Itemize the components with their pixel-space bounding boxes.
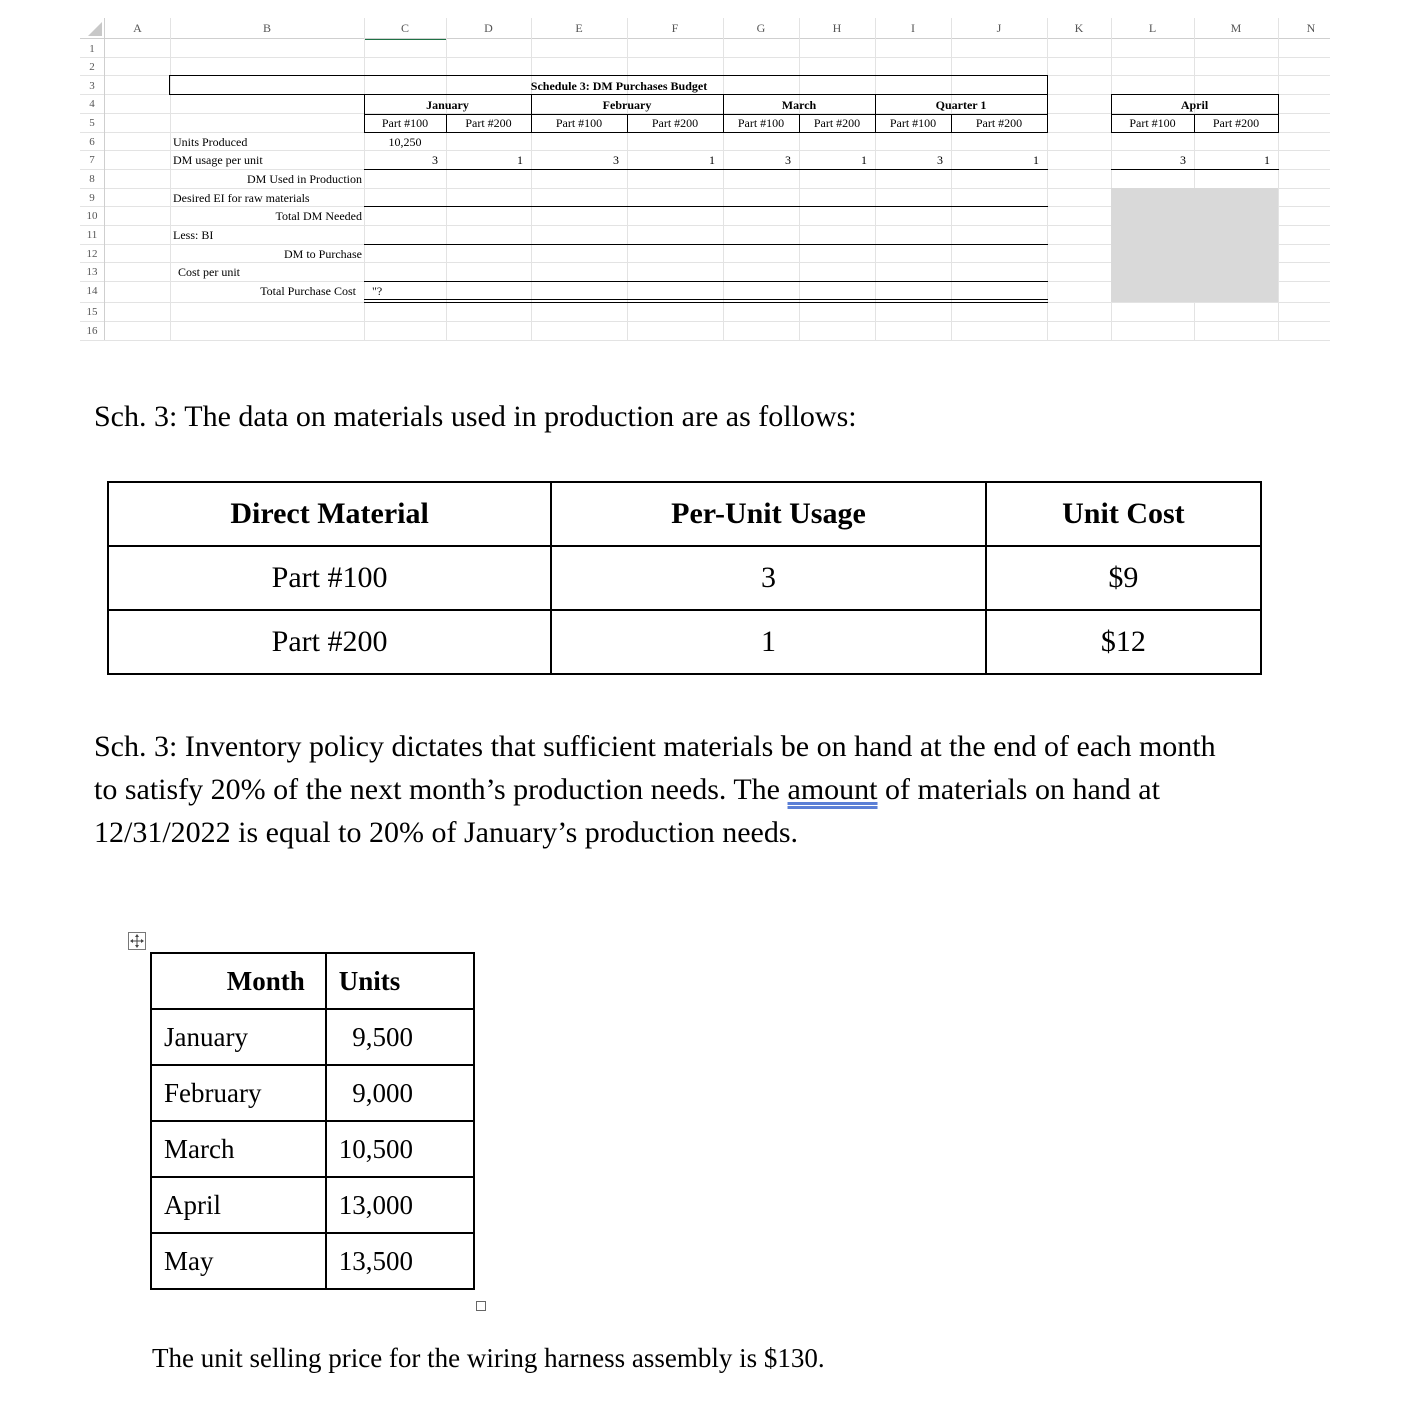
table-row	[151, 1121, 474, 1177]
label-units-produced: Units Produced	[173, 135, 248, 149]
table-row	[151, 1065, 474, 1121]
part-header: Part #100	[1129, 116, 1176, 130]
header-direct-material: Direct Material	[108, 482, 551, 546]
column-header-g[interactable]: G	[756, 21, 766, 35]
part-header: Part #200	[465, 116, 512, 130]
selling-price-note: The unit selling price for the wiring harness assembly is $130.	[152, 1343, 825, 1373]
usage-cell[interactable]: 3	[785, 153, 791, 167]
header-units: Units	[326, 953, 474, 1009]
row-header-9[interactable]: 9	[89, 192, 95, 204]
usage-cell[interactable]: 3	[432, 153, 438, 167]
month-cell: March	[151, 1121, 326, 1177]
header-unit-cost: Unit Cost	[986, 482, 1261, 546]
row-header-14[interactable]: 14	[86, 285, 98, 297]
row-header-2[interactable]: 2	[89, 61, 95, 73]
row-header-4[interactable]: 4	[89, 98, 95, 110]
label-desired-ei: Desired EI for raw materials	[173, 191, 310, 205]
material-cost: $12	[986, 610, 1261, 674]
row-header-15[interactable]: 15	[86, 306, 98, 318]
column-header-b[interactable]: B	[262, 21, 271, 35]
label-total-purchase-cost: Total Purchase Cost	[260, 284, 356, 298]
part-header: Part #200	[975, 116, 1023, 130]
column-header-j[interactable]: J	[996, 21, 1002, 35]
period-quarter1: Quarter 1	[935, 98, 987, 112]
header-month: Month	[151, 953, 326, 1009]
month-cell: January	[151, 1009, 326, 1065]
label-dm-usage: DM usage per unit	[173, 153, 263, 167]
budget-title: Schedule 3: DM Purchases Budget	[530, 79, 708, 93]
part-header: Part #100	[555, 116, 603, 130]
units-cell: 9,500	[326, 1009, 474, 1065]
column-header-k[interactable]: K	[1074, 21, 1084, 35]
table-row	[108, 546, 1261, 610]
material-usage: 3	[551, 546, 986, 610]
usage-cell[interactable]: 1	[1264, 153, 1270, 167]
column-header-d[interactable]: D	[484, 21, 493, 35]
select-all-corner[interactable]	[86, 20, 102, 36]
material-cost: $9	[986, 546, 1261, 610]
usage-cell[interactable]: 1	[709, 153, 715, 167]
row-header-16[interactable]: 16	[86, 325, 98, 337]
table-row	[151, 1233, 474, 1289]
column-header-l[interactable]: L	[1148, 21, 1157, 35]
table-move-handle-icon[interactable]	[128, 932, 146, 950]
table-row	[151, 1009, 474, 1065]
month-cell: February	[151, 1065, 326, 1121]
column-header-h[interactable]: H	[832, 21, 842, 35]
part-header: Part #100	[889, 116, 937, 130]
period-january: January	[426, 98, 469, 112]
row-header-13[interactable]: 13	[86, 266, 98, 278]
units-cell: 13,000	[326, 1177, 474, 1233]
row-header-3[interactable]: 3	[89, 80, 95, 92]
units-cell: 9,000	[326, 1065, 474, 1121]
row-header-10[interactable]: 10	[86, 210, 98, 222]
row-header-5[interactable]: 5	[89, 117, 95, 129]
row-header-11[interactable]: 11	[86, 229, 98, 241]
usage-cell[interactable]: 3	[937, 153, 943, 167]
policy-text-a: Sch. 3: Inventory policy dictates that sufficient materials be on hand at the end of each month to satisfy 20% of the next month’s production needs. The	[94, 730, 1216, 806]
material-usage: 1	[551, 610, 986, 674]
part-header: Part #100	[381, 116, 429, 130]
materials-table	[107, 481, 1262, 675]
table-resize-handle[interactable]	[476, 1301, 486, 1311]
table-header-row	[151, 953, 474, 1009]
period-march: March	[781, 98, 817, 112]
row-header-6[interactable]: 6	[89, 136, 95, 148]
policy-text-c: of materials on hand at 12/31/2022 is equal to 20% of January’s production needs.	[94, 773, 1160, 849]
part-header: Part #200	[813, 116, 861, 130]
part-header: Part #200	[1212, 116, 1260, 130]
column-header-n[interactable]: N	[1306, 21, 1316, 35]
row-header-8[interactable]: 8	[89, 173, 95, 185]
materials-intro: Sch. 3: The data on materials used in production are as follows:	[94, 400, 857, 433]
month-cell: May	[151, 1233, 326, 1289]
row-header-12[interactable]: 12	[86, 248, 98, 260]
usage-cell[interactable]: 3	[613, 153, 619, 167]
units-cell: 13,500	[326, 1233, 474, 1289]
material-name: Part #200	[108, 610, 551, 674]
column-header-e[interactable]: E	[575, 21, 583, 35]
label-cost-per-unit: Cost per unit	[178, 265, 240, 279]
table-header-row	[108, 482, 1261, 546]
usage-cell[interactable]: 3	[1180, 153, 1186, 167]
label-less-bi: Less: BI	[173, 228, 214, 242]
spreadsheet	[0, 0, 1418, 350]
period-february: February	[602, 98, 652, 112]
period-april: April	[1180, 98, 1209, 112]
label-dm-to-purchase: DM to Purchase	[284, 247, 362, 261]
column-header-m[interactable]: M	[1230, 21, 1242, 35]
column-header-f[interactable]: F	[671, 21, 679, 35]
total-purchase-cost-cell[interactable]: "?	[372, 284, 383, 298]
label-dm-used: DM Used in Production	[247, 172, 362, 186]
april-shaded-area	[1111, 188, 1278, 302]
month-cell: April	[151, 1177, 326, 1233]
usage-cell[interactable]: 1	[861, 153, 867, 167]
column-header-a[interactable]: A	[133, 21, 142, 35]
label-total-dm: Total DM Needed	[275, 209, 362, 223]
part-header: Part #200	[651, 116, 699, 130]
material-name: Part #100	[108, 546, 551, 610]
column-header-i[interactable]: I	[911, 21, 915, 35]
units-produced-january[interactable]: 10,250	[388, 135, 422, 149]
units-cell: 10,500	[326, 1121, 474, 1177]
row-header-7[interactable]: 7	[89, 154, 95, 166]
inventory-policy	[94, 725, 1234, 854]
column-header-c[interactable]: C	[364, 18, 446, 40]
table-row	[151, 1177, 474, 1233]
part-header: Part #100	[737, 116, 785, 130]
header-per-unit-usage: Per-Unit Usage	[551, 482, 986, 546]
policy-text-underlined: amount	[787, 773, 878, 806]
usage-cell[interactable]: 1	[517, 153, 523, 167]
table-row	[108, 610, 1261, 674]
row-header-1[interactable]: 1	[89, 43, 95, 55]
production-units-table	[150, 952, 475, 1290]
usage-cell[interactable]: 1	[1033, 153, 1039, 167]
